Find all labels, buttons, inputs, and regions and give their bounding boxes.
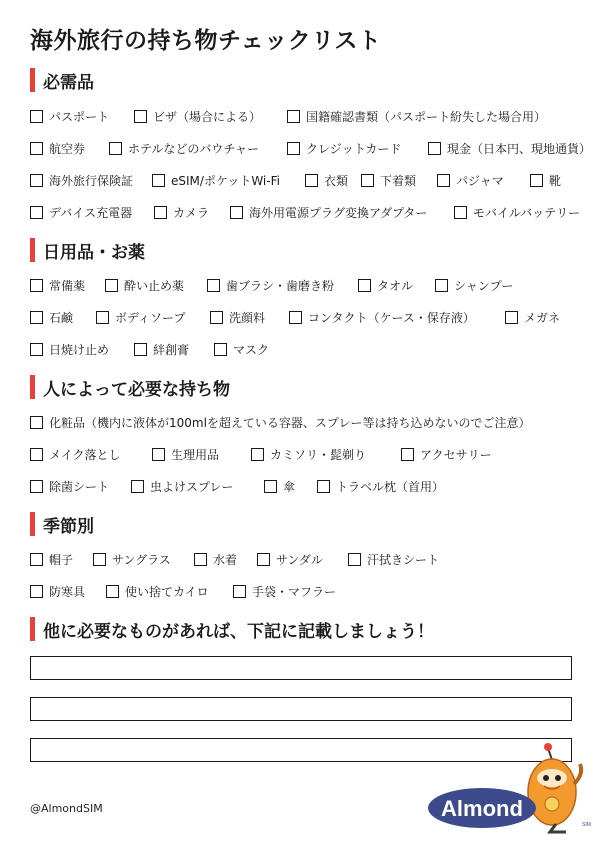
checklist-item[interactable] — [30, 140, 85, 157]
checklist-item-label: 歯ブラシ・歯磨き粉 — [226, 279, 335, 293]
section-title: 日用品・お薬 — [43, 242, 145, 263]
checklist-item-label: 衣類 — [324, 174, 349, 188]
checklist-item-label: コンタクト（ケース・保存液） — [308, 311, 475, 325]
checklist-item[interactable] — [358, 277, 413, 294]
checklist-item[interactable] — [287, 108, 546, 125]
almond-logo — [424, 740, 594, 835]
checklist-item-label: 除菌シート — [49, 480, 110, 494]
checklist-item-label: 下着類 — [380, 174, 417, 188]
checkbox[interactable] — [109, 142, 122, 155]
notes-header — [30, 617, 434, 641]
checklist-item-label: ホテルなどのバウチャー — [128, 142, 260, 156]
checkbox[interactable] — [317, 480, 330, 493]
checkbox[interactable] — [361, 174, 374, 187]
checklist-item-label: 絆創膏 — [153, 343, 190, 357]
logo-sub: SIM — [582, 822, 591, 828]
checklist-item[interactable] — [131, 478, 234, 495]
checklist-item[interactable] — [30, 341, 109, 358]
checkbox[interactable] — [230, 206, 243, 219]
checkbox[interactable] — [530, 174, 543, 187]
checklist-item[interactable] — [230, 204, 427, 221]
checkbox[interactable] — [134, 110, 147, 123]
section-accent-bar — [30, 512, 35, 536]
checkbox[interactable] — [214, 343, 227, 356]
checklist-item-label: 虫よけスプレー — [150, 480, 234, 494]
checklist-item-label: 常備薬 — [49, 279, 86, 293]
checklist-item-label: 航空券 — [49, 142, 86, 156]
checklist-item[interactable] — [428, 140, 591, 157]
checkbox[interactable] — [30, 110, 43, 123]
checkbox[interactable] — [93, 553, 106, 566]
checklist-item-label: カミソリ・髭剃り — [270, 448, 367, 462]
checkbox[interactable] — [30, 174, 43, 187]
checklist-item-label: ボディソープ — [115, 311, 186, 325]
section-accent-bar — [30, 375, 35, 399]
checklist-item[interactable] — [214, 341, 269, 358]
checklist-item[interactable] — [30, 551, 73, 568]
section-accent-bar — [30, 617, 35, 641]
checklist-item-label: ビザ（場合による） — [153, 110, 262, 124]
section-title: 必需品 — [43, 72, 94, 93]
checkbox[interactable] — [30, 448, 43, 461]
checkbox[interactable] — [131, 480, 144, 493]
checkbox[interactable] — [401, 448, 414, 461]
section-accent-bar — [30, 68, 35, 92]
checkbox[interactable] — [305, 174, 318, 187]
checklist-item-label: トラベル枕（首用） — [336, 480, 445, 494]
checklist-item-label: 靴 — [549, 174, 562, 188]
checklist-item[interactable] — [30, 478, 109, 495]
checklist-item-label: カメラ — [173, 206, 210, 220]
checkbox[interactable] — [251, 448, 264, 461]
checklist-item[interactable] — [30, 277, 85, 294]
checklist-item[interactable] — [154, 204, 209, 221]
checklist-item[interactable] — [96, 309, 185, 326]
checklist-item[interactable] — [207, 277, 334, 294]
checklist-item[interactable] — [30, 583, 85, 600]
checkbox[interactable] — [505, 311, 518, 324]
checklist-item-label: 帽子 — [49, 553, 74, 567]
checklist-item-label: クレジットカード — [306, 142, 402, 156]
checkbox[interactable] — [233, 585, 246, 598]
checklist-item[interactable] — [152, 172, 280, 189]
checklist-item-label: マスク — [233, 343, 270, 357]
checklist-item[interactable] — [257, 551, 323, 568]
checkbox[interactable] — [30, 553, 43, 566]
checklist-item-label: メイク落とし — [49, 448, 121, 462]
checkbox[interactable] — [105, 279, 118, 292]
section-header — [30, 512, 94, 536]
page-title: 海外旅行の持ち物チェックリスト — [30, 28, 382, 54]
checklist-item-label: パスポート — [49, 110, 110, 124]
checkbox[interactable] — [30, 142, 43, 155]
checklist-item[interactable] — [152, 446, 219, 463]
checklist-item-label: 水着 — [213, 553, 238, 567]
checklist-item-label: 海外用電源プラグ変換アダプター — [249, 206, 428, 220]
checkbox[interactable] — [152, 448, 165, 461]
checkbox[interactable] — [30, 416, 43, 429]
checkbox[interactable] — [358, 279, 371, 292]
checklist-item[interactable] — [233, 583, 336, 600]
checklist-item-label: eSIM/ポケットWi-Fi — [171, 174, 280, 188]
notes-title: 他に必要なものがあれば、下記に記載しましょう！ — [43, 621, 434, 642]
checklist-item-label: 手袋・マフラー — [252, 585, 337, 599]
checkbox[interactable] — [30, 311, 43, 324]
checkbox[interactable] — [30, 480, 43, 493]
checklist-item-label: 洗顔料 — [229, 311, 266, 325]
checkbox[interactable] — [207, 279, 220, 292]
checkbox[interactable] — [152, 174, 165, 187]
checklist-item-label: パジャマ — [456, 174, 504, 188]
checklist-item[interactable] — [105, 277, 184, 294]
checkbox[interactable] — [96, 311, 109, 324]
checkbox[interactable] — [194, 553, 207, 566]
checklist-item-label: モバイルバッテリー — [473, 206, 581, 220]
checklist-item[interactable] — [401, 446, 492, 463]
notes-input-field[interactable] — [30, 656, 572, 680]
checklist-item[interactable] — [361, 172, 416, 189]
checklist-item[interactable] — [305, 172, 348, 189]
checklist-item-label: アクセサリー — [420, 448, 492, 462]
checklist-item-label: 海外旅行保険証 — [49, 174, 134, 188]
checklist-item-label: 使い捨てカイロ — [125, 585, 209, 599]
checklist-item-label: サンダル — [276, 553, 323, 567]
checklist-item[interactable] — [251, 446, 366, 463]
checklist-item-label: デバイス充電器 — [49, 206, 133, 220]
checkbox[interactable] — [134, 343, 147, 356]
checkbox[interactable] — [454, 206, 467, 219]
checklist-item[interactable] — [348, 551, 439, 568]
checklist-item[interactable] — [454, 204, 580, 221]
checklist-item-label: サングラス — [112, 553, 171, 567]
section-header — [30, 375, 230, 399]
checkbox[interactable] — [106, 585, 119, 598]
section-header — [30, 68, 94, 92]
checklist-item-label: メガネ — [524, 311, 561, 325]
checklist-item-label: 石鹸 — [49, 311, 74, 325]
checkbox[interactable] — [435, 279, 448, 292]
checkbox[interactable] — [257, 553, 270, 566]
checklist-item[interactable] — [505, 309, 560, 326]
checklist-item[interactable] — [30, 172, 133, 189]
checklist-item[interactable] — [30, 446, 121, 463]
checkbox[interactable] — [30, 585, 43, 598]
checklist-item[interactable] — [194, 551, 237, 568]
checkbox[interactable] — [437, 174, 450, 187]
checklist-item[interactable] — [435, 277, 513, 294]
section-title: 人によって必要な持ち物 — [43, 379, 230, 400]
checklist-item[interactable] — [30, 108, 109, 125]
checklist-item-label: 酔い止め薬 — [124, 279, 185, 293]
checkbox[interactable] — [264, 480, 277, 493]
checklist-item-label: タオル — [377, 279, 414, 293]
checklist-item[interactable] — [264, 478, 295, 495]
checklist-item-label: 傘 — [283, 480, 296, 494]
checklist-item[interactable] — [30, 414, 530, 431]
checklist-item[interactable] — [30, 204, 132, 221]
checkbox[interactable] — [428, 142, 441, 155]
checkbox[interactable] — [287, 142, 300, 155]
checklist-item-label: 日焼け止め — [49, 343, 110, 357]
checklist-item[interactable] — [317, 478, 444, 495]
checklist-item[interactable] — [93, 551, 171, 568]
checkbox[interactable] — [30, 343, 43, 356]
logo-wordmark: Almond — [441, 796, 523, 821]
checklist-item[interactable] — [134, 108, 261, 125]
checklist-item[interactable] — [210, 309, 265, 326]
checklist-item-label: 生理用品 — [171, 448, 220, 462]
notes-input-field[interactable] — [30, 697, 572, 721]
footer-handle: @AlmondSIM — [30, 802, 103, 815]
checkbox[interactable] — [30, 206, 43, 219]
checklist-item[interactable] — [287, 140, 401, 157]
checklist-item[interactable] — [134, 341, 189, 358]
checklist-item-label: 防寒具 — [49, 585, 86, 599]
checkbox[interactable] — [287, 110, 300, 123]
checkbox[interactable] — [30, 279, 43, 292]
checklist-item[interactable] — [109, 140, 259, 157]
checklist-item-label: シャンプー — [454, 279, 514, 293]
checkbox[interactable] — [154, 206, 167, 219]
checkbox[interactable] — [210, 311, 223, 324]
checklist-item[interactable] — [530, 172, 561, 189]
section-title: 季節別 — [43, 516, 94, 537]
checklist-item-label: 汗拭きシート — [367, 553, 440, 567]
checkbox[interactable] — [348, 553, 361, 566]
checklist-item[interactable] — [289, 309, 475, 326]
section-accent-bar — [30, 238, 35, 262]
checklist-item-label: 国籍確認書類（パスポート紛失した場合用） — [306, 110, 547, 124]
checklist-item[interactable] — [437, 172, 504, 189]
checklist-item-label: 現金（日本円、現地通貨） — [447, 142, 592, 156]
checklist-item[interactable] — [106, 583, 209, 600]
checkbox[interactable] — [289, 311, 302, 324]
mascot-icon — [528, 743, 581, 832]
section-header — [30, 238, 145, 262]
checklist-item-label: 化粧品（機内に液体が100mlを超えている容器、スプレー等は持ち込めないのでご注意） — [49, 416, 531, 430]
checklist-item[interactable] — [30, 309, 73, 326]
